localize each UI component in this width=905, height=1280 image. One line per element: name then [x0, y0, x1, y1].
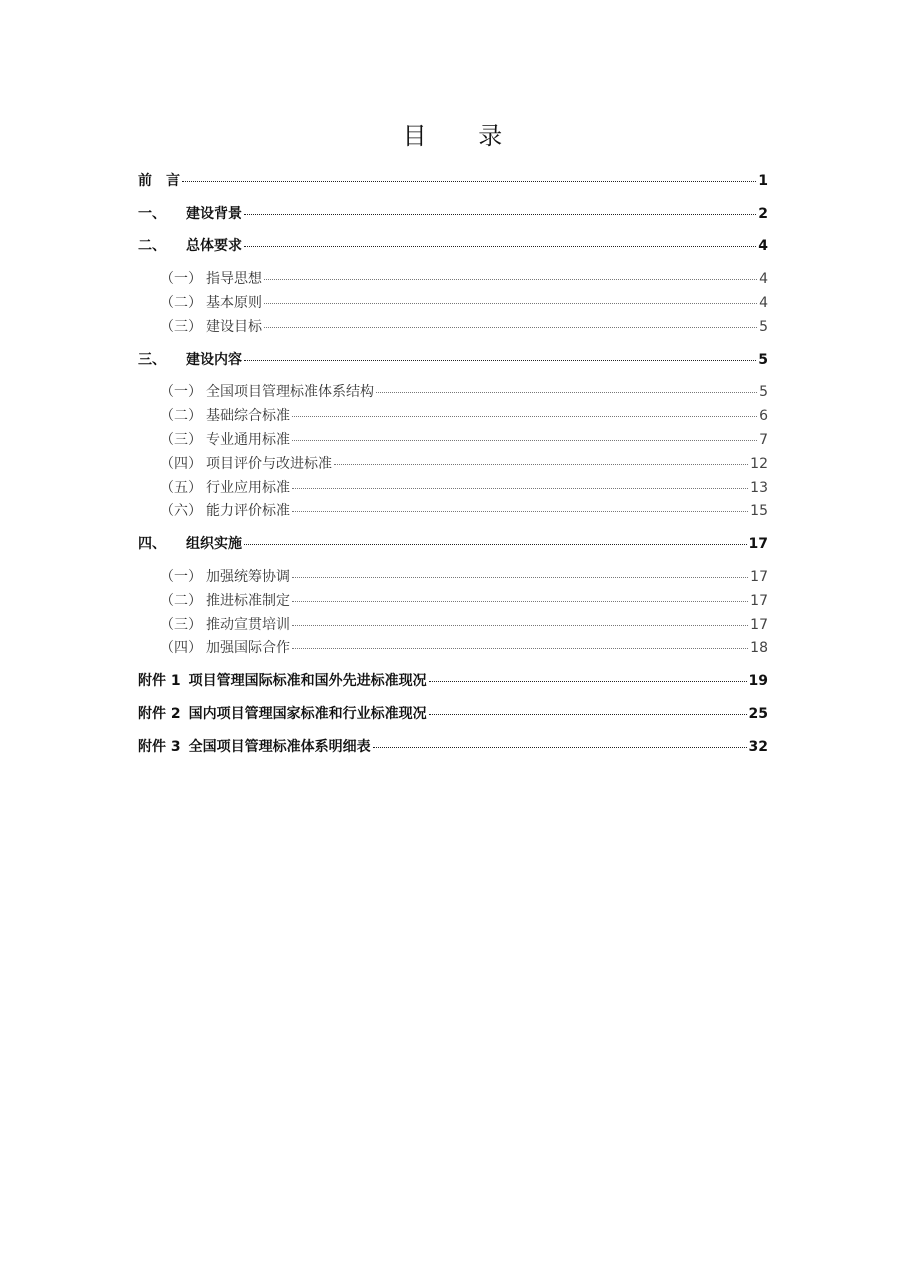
dot-leader — [292, 577, 748, 578]
toc-entry-number: （三） — [160, 432, 202, 448]
toc-entry-page: 1 — [758, 173, 768, 189]
toc-entry-page: 15 — [750, 503, 768, 519]
toc-entry-appendix-1[interactable] — [138, 670, 768, 690]
toc-entry-page: 17 — [750, 617, 768, 633]
toc-entry-page: 18 — [750, 640, 768, 656]
toc-entry-label: 建设目标 — [206, 319, 262, 335]
toc-entry-label: 能力评价标准 — [206, 503, 290, 519]
toc-entry-preface[interactable] — [138, 170, 768, 190]
dot-leader — [244, 544, 747, 545]
toc-entry-section-4[interactable] — [138, 533, 768, 553]
toc-entry-label: 建设内容 — [186, 352, 242, 368]
dot-leader — [292, 511, 748, 512]
toc-entry-page: 5 — [758, 352, 768, 368]
toc-entry-label: 加强国际合作 — [206, 640, 290, 656]
dot-leader — [264, 327, 757, 328]
dot-leader — [334, 464, 748, 465]
toc-entry-number: （三） — [160, 617, 202, 633]
toc-entry-number: （一） — [160, 569, 202, 585]
toc-entry-subsection[interactable] — [138, 268, 768, 288]
toc-entry-label: 组织实施 — [186, 536, 242, 552]
toc-entry-section-2[interactable] — [138, 235, 768, 255]
toc-entry-page: 19 — [748, 673, 768, 689]
dot-leader — [264, 279, 757, 280]
dot-leader — [373, 747, 747, 748]
toc-entry-subsection[interactable] — [138, 566, 768, 586]
dot-leader — [244, 360, 756, 361]
dot-leader — [182, 181, 756, 182]
toc-entry-page: 13 — [750, 480, 768, 496]
toc-entry-number: （二） — [160, 408, 202, 424]
dot-leader — [429, 714, 747, 715]
toc-entry-page: 7 — [759, 432, 768, 448]
toc-entry-subsection[interactable] — [138, 429, 768, 449]
toc-entry-number: 二、 — [138, 238, 166, 254]
toc-entry-label: 基本原则 — [206, 295, 262, 311]
toc-entry-subsection[interactable] — [138, 453, 768, 473]
toc-entry-subsection[interactable] — [138, 292, 768, 312]
toc-entry-page: 12 — [750, 456, 768, 472]
toc-entry-page: 17 — [748, 536, 768, 552]
toc-entry-subsection[interactable] — [138, 316, 768, 336]
toc-entry-number: （五） — [160, 480, 202, 496]
dot-leader — [292, 440, 757, 441]
toc-entry-label: 全国项目管理标准体系结构 — [206, 384, 374, 400]
toc-entry-number: 附件 3 — [138, 739, 181, 755]
dot-leader — [292, 601, 748, 602]
toc-entry-label: 国内项目管理国家标准和行业标准现况 — [188, 706, 427, 722]
toc-entry-label: 推动宣贯培训 — [206, 617, 290, 633]
toc-entry-number: 三、 — [138, 352, 166, 368]
toc-entry-subsection[interactable] — [138, 477, 768, 497]
toc-entry-page: 4 — [759, 295, 768, 311]
toc-entry-page: 5 — [759, 319, 768, 335]
toc-entry-page: 17 — [750, 569, 768, 585]
dot-leader — [264, 303, 757, 304]
toc-entry-page: 4 — [759, 271, 768, 287]
toc-entry-label: 推进标准制定 — [206, 593, 290, 609]
toc-entry-subsection[interactable] — [138, 405, 768, 425]
toc-entry-number: 附件 1 — [138, 673, 181, 689]
toc-entry-subsection[interactable] — [138, 500, 768, 520]
toc-entry-appendix-3[interactable] — [138, 736, 768, 756]
toc-entry-section-3[interactable] — [138, 349, 768, 369]
toc-entry-subsection[interactable] — [138, 637, 768, 657]
toc-title: 目 录 — [402, 122, 525, 150]
toc-entry-subsection[interactable] — [138, 381, 768, 401]
toc-entry-label: 基础综合标准 — [206, 408, 290, 424]
toc-entry-number: 四、 — [138, 536, 166, 552]
toc-entry-subsection[interactable] — [138, 590, 768, 610]
toc-entry-label: 总体要求 — [186, 238, 242, 254]
toc-entry-label: 前 言 — [138, 173, 180, 189]
toc-entry-number: 附件 2 — [138, 706, 181, 722]
toc-entry-label: 加强统筹协调 — [206, 569, 290, 585]
toc-entry-page: 5 — [759, 384, 768, 400]
toc-entry-label: 专业通用标准 — [206, 432, 290, 448]
toc-entry-page: 6 — [759, 408, 768, 424]
toc-entry-section-1[interactable] — [138, 203, 768, 223]
toc-entry-number: （二） — [160, 295, 202, 311]
toc-entry-page: 4 — [758, 238, 768, 254]
toc-entry-label: 行业应用标准 — [206, 480, 290, 496]
toc-entry-label: 项目评价与改进标准 — [206, 456, 332, 472]
toc-entry-number: （六） — [160, 503, 202, 519]
dot-leader — [376, 392, 757, 393]
toc-entry-number: （四） — [160, 640, 202, 656]
toc-entry-page: 17 — [750, 593, 768, 609]
toc-entry-number: （一） — [160, 384, 202, 400]
toc-entry-label: 项目管理国际标准和国外先进标准现况 — [188, 673, 427, 689]
toc-entry-page: 32 — [748, 739, 768, 755]
dot-leader — [244, 214, 756, 215]
toc-entry-page: 2 — [758, 206, 768, 222]
toc-entry-page: 25 — [748, 706, 768, 722]
toc-entry-number: 一、 — [138, 206, 166, 222]
dot-leader — [292, 416, 757, 417]
toc-entry-subsection[interactable] — [138, 614, 768, 634]
dot-leader — [292, 625, 748, 626]
dot-leader — [429, 681, 747, 682]
dot-leader — [244, 246, 756, 247]
toc-entry-label: 建设背景 — [186, 206, 242, 222]
dot-leader — [292, 488, 748, 489]
toc-entry-label: 指导思想 — [206, 271, 262, 287]
toc-entry-appendix-2[interactable] — [138, 703, 768, 723]
toc-entry-number: （二） — [160, 593, 202, 609]
toc-entry-label: 全国项目管理标准体系明细表 — [188, 739, 371, 755]
toc-entry-number: （四） — [160, 456, 202, 472]
toc-entry-number: （三） — [160, 319, 202, 335]
dot-leader — [292, 648, 748, 649]
toc-entry-number: （一） — [160, 271, 202, 287]
